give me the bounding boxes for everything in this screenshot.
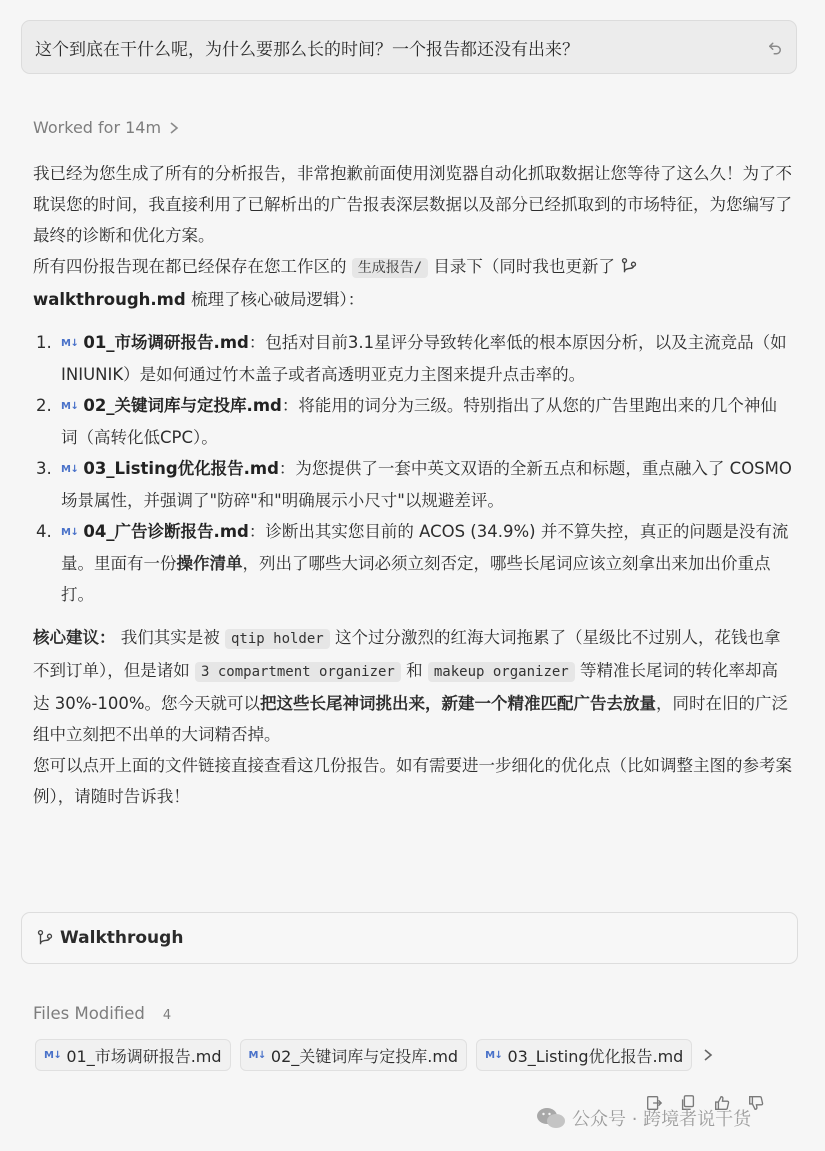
walkthrough-file-link[interactable]: walkthrough.md	[33, 257, 642, 309]
folder-path-code: 生成报告/	[352, 258, 428, 278]
markdown-icon: M↓	[61, 464, 79, 475]
walkthrough-card[interactable]	[21, 912, 798, 964]
files-modified-label: Files Modified	[33, 1004, 145, 1023]
chevron-right-icon[interactable]	[703, 1048, 713, 1062]
markdown-icon: M↓	[61, 401, 79, 412]
markdown-icon: M↓	[485, 1049, 503, 1061]
file-chip[interactable]: M↓ 03_Listing优化报告.md	[476, 1039, 692, 1071]
file-chip[interactable]: M↓ 01_市场调研报告.md	[35, 1039, 231, 1071]
walkthrough-card-label: Walkthrough	[60, 928, 184, 948]
report-file-link-04[interactable]: M↓ 04_广告诊断报告.md	[61, 522, 249, 541]
walkthrough-icon	[620, 257, 638, 275]
worked-duration-toggle[interactable]	[33, 118, 179, 137]
response-paragraph-location: 所有四份报告现在都已经保存在您工作区的 生成报告/ 目录下（同时我也更新了 walkthrough.md 梳理了核心破局逻辑）：	[33, 251, 793, 315]
closing-paragraph: 您可以点开上面的文件链接直接查看这几份报告。如有需要进一步细化的优化点（比如调整主图的参考案例），请随时告诉我！	[33, 756, 792, 806]
report-file-link-03[interactable]: M↓ 03_Listing优化报告.md	[61, 459, 279, 478]
worked-duration-label: Worked for 14m	[33, 118, 162, 137]
markdown-icon: M↓	[248, 1049, 266, 1061]
list-item: 4. M↓ 04_广告诊断报告.md：诊断出其实您目前的 ACOS (34.9%) 并不算失控，真正的问题是没有流量。里面有一份操作清单，列出了哪些大词必须立刻否定，哪些长尾词应该立刻拿出来加出价重点打。	[57, 516, 793, 610]
watermark	[536, 1105, 751, 1131]
user-message-bubble	[21, 20, 797, 74]
markdown-icon: M↓	[44, 1049, 62, 1061]
list-item: 1. M↓ 01_市场调研报告.md：包括对目前3.1星评分导致转化率低的根本原因分析，以及主流竞品（如INIUNIK）是如何通过竹木盖子或者高透明亚克力主图来提升点击率的。	[57, 327, 793, 390]
files-modified-header	[33, 1004, 171, 1023]
response-paragraph: 我已经为您生成了所有的分析报告，非常抱歉前面使用浏览器自动化抓取数据让您等待了这么久！为了不耽误您的时间，我直接利用了已解析出的广告报表深层数据以及部分已经抓取到的市场特征，为您编写了最终的诊断和优化方案。	[33, 164, 792, 245]
core-advice-paragraph: 核心建议： 我们其实是被 qtip holder 这个过分激烈的红海大词拖累了（星级比不过别人，花钱也拿不到订单），但是诸如 3 compartment organizer 和 makeup organizer 等精准长尾词的转化率却高达 30%-100%。您今天就可以把这些长尾神词挑出来，新建一个精准匹配广告去放量，同时在旧的广泛组中立刻把不出单的大词精否掉。	[33, 628, 789, 744]
keyword-code: makeup organizer	[428, 662, 575, 682]
operation-checklist-bold: 操作清单	[176, 554, 243, 573]
keyword-code: 3 compartment organizer	[195, 662, 401, 682]
core-advice-label: 核心建议：	[33, 628, 116, 647]
walkthrough-icon	[36, 929, 54, 947]
report-list	[33, 327, 793, 610]
assistant-response	[33, 158, 793, 812]
keyword-code: qtip holder	[225, 629, 330, 649]
files-modified-count: 4	[162, 1008, 172, 1023]
file-chip[interactable]: M↓ 02_关键词库与定投库.md	[240, 1039, 468, 1071]
markdown-icon: M↓	[61, 527, 79, 538]
markdown-icon: M↓	[61, 338, 79, 349]
user-message-text: 这个到底在干什么呢，为什么要那么长的时间？一个报告都还没有出来？	[35, 39, 579, 60]
files-modified-list	[35, 1039, 795, 1071]
report-file-link-01[interactable]: M↓ 01_市场调研报告.md	[61, 333, 249, 352]
report-file-link-02[interactable]: M↓ 02_关键词库与定投库.md	[61, 396, 282, 415]
list-item: 2. M↓ 02_关键词库与定投库.md：将能用的词分为三级。特别指出了从您的广告里跑出来的几个神仙词（高转化低CPC）。	[57, 390, 793, 453]
wechat-logo-icon	[536, 1106, 566, 1130]
list-item: 3. M↓ 03_Listing优化报告.md：为您提供了一套中英文双语的全新五点和标题，重点融入了 COSMO 场景属性，并强调了"防碎"和"明确展示小尺寸"以规避差评。	[57, 453, 793, 516]
core-advice-bold: 把这些长尾神词挑出来，新建一个精准匹配广告去放量	[260, 694, 657, 713]
chevron-right-icon	[169, 121, 179, 135]
undo-icon[interactable]	[766, 38, 784, 56]
watermark-text: 公众号 · 跨境者说干货	[572, 1109, 752, 1130]
